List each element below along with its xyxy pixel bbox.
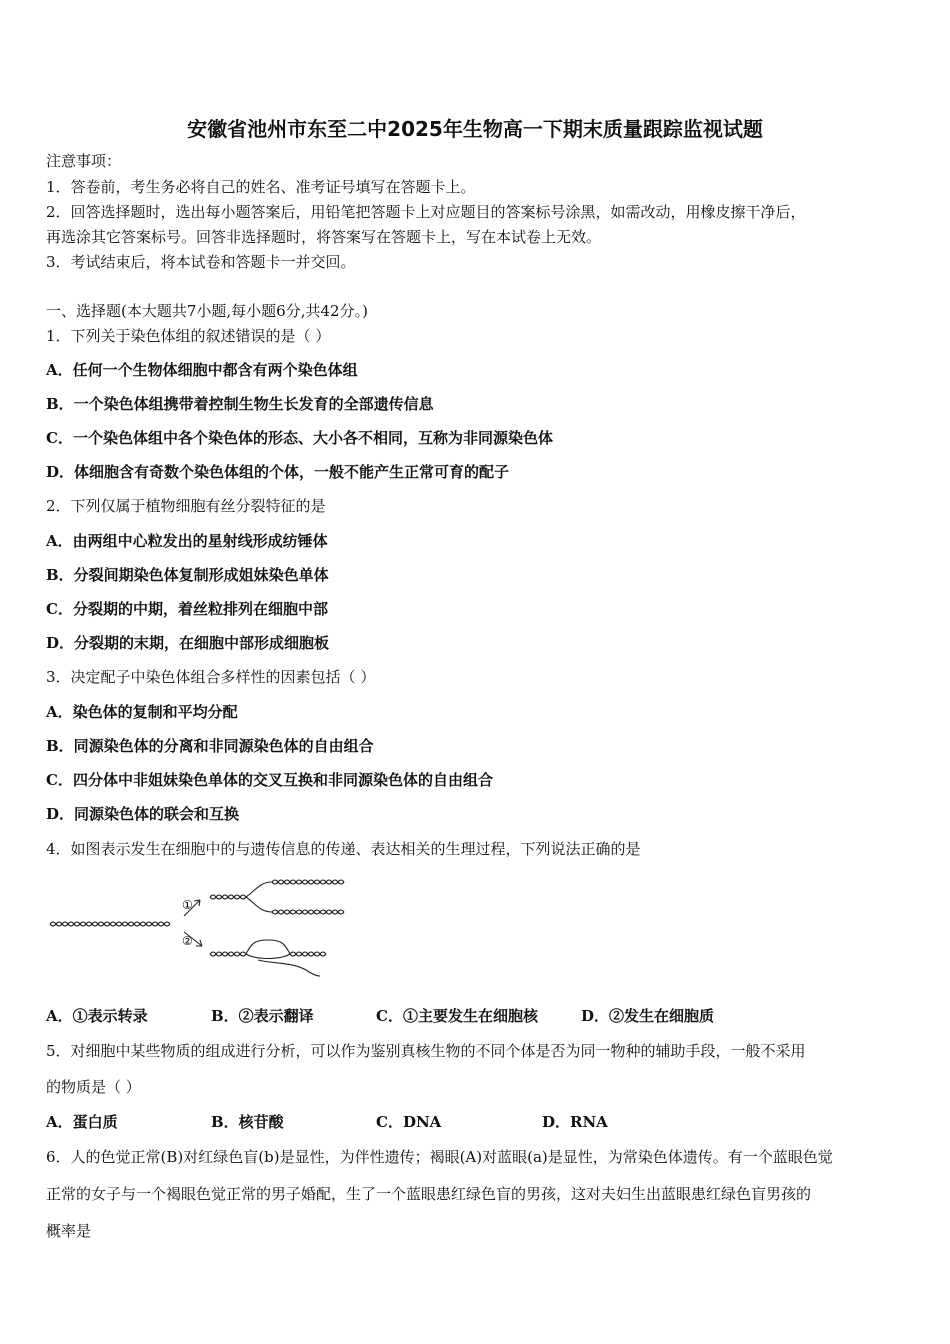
option-d: D．②发生在细胞质 (581, 1007, 715, 1025)
question-stem: 概率是 (46, 1222, 92, 1240)
parent-helix-strand (50, 922, 170, 926)
option-d: D．体细胞含有奇数个染色体组的个体，一般不能产生正常可育的配子 (46, 463, 510, 481)
notice-item: 3．考试结束后，将本试卷和答题卡一并交回。 (46, 253, 356, 271)
page-title: 安徽省池州市东至二中2025年生物高一下期末质量跟踪监视试题 (187, 117, 763, 141)
option-c: C．四分体中非姐妹染色单体的交叉互换和非同源染色体的自由组合 (46, 771, 493, 789)
option-c: C．DNA (376, 1113, 442, 1131)
replication-fork-upper (246, 882, 272, 897)
question-stem: 2．下列仅属于植物细胞有丝分裂特征的是 (46, 497, 326, 515)
option-a: A．由两组中心粒发出的星射线形成纺锤体 (46, 532, 328, 550)
option-c: C．分裂期的中期，着丝粒排列在细胞中部 (46, 600, 328, 618)
option-b: B．一个染色体组携带着控制生物生长发育的全部遗传信息 (46, 395, 434, 413)
replication-fork-lower (246, 897, 272, 912)
question-stem: 的物质是（ ） (46, 1078, 141, 1096)
option-a: A．任何一个生物体细胞中都含有两个染色体组 (46, 361, 358, 379)
question-stem: 3．决定配子中染色体组合多样性的因素包括（ ） (46, 668, 376, 686)
question-stem: 正常的女子与一个褐眼色觉正常的男子婚配，生了一个蓝眼患红绿色盲的男孩，这对夫妇生出蓝眼患红绿色盲男孩的 (46, 1185, 812, 1203)
option-a: A．蛋白质 (46, 1113, 118, 1131)
rna-strand (258, 960, 320, 976)
notice-heading: 注意事项： (46, 152, 122, 170)
figure-label-2: ② (182, 934, 193, 948)
section-heading: 一、选择题(本大题共7小题,每小题6分,共42分。) (46, 302, 368, 320)
question-stem: 1．下列关于染色体组的叙述错误的是（ ） (46, 327, 331, 345)
transcription-bubble-top (246, 940, 290, 954)
notice-item: 再选涂其它答案标号。回答非选择题时，将答案写在答题卡上，写在本试卷上无效。 (46, 228, 602, 246)
option-b: B．核苷酸 (211, 1113, 284, 1131)
option-d: D．RNA (542, 1113, 608, 1131)
transcription-bubble-bottom (246, 954, 290, 959)
option-b: B．②表示翻译 (211, 1007, 314, 1025)
option-d: D．分裂期的末期，在细胞中部形成细胞板 (46, 634, 330, 652)
dna-process-figure (46, 872, 346, 982)
option-d: D．同源染色体的联会和互换 (46, 805, 240, 823)
question-stem: 5．对细胞中某些物质的组成进行分析，可以作为鉴别真核生物的不同个体是否为同一物种的辅助手段，一般不采用 (46, 1042, 806, 1060)
question-stem: 4．如图表示发生在细胞中的与遗传信息的传递、表达相关的生理过程，下列说法正确的是 (46, 840, 641, 858)
option-b: B．分裂间期染色体复制形成姐妹染色单体 (46, 566, 329, 584)
option-b: B．同源染色体的分离和非同源染色体的自由组合 (46, 737, 374, 755)
question-stem: 6．人的色觉正常(B)对红绿色盲(b)是显性，为伴性遗传；褐眼(A)对蓝眼(a)是显性，为常染色体遗传。有一个蓝眼色觉 (46, 1148, 833, 1166)
option-c: C．①主要发生在细胞核 (376, 1007, 538, 1025)
notice-item: 1．答卷前，考生务必将自己的姓名、准考证号填写在答题卡上。 (46, 178, 476, 196)
notice-item: 2．回答选择题时，选出每小题答案后，用铅笔把答题卡上对应题目的答案标号涂黑，如需改动，用橡皮擦干净后， (46, 203, 806, 221)
option-a: A．①表示转录 (46, 1007, 148, 1025)
figure-label-1: ① (182, 898, 193, 912)
option-c: C．一个染色体组中各个染色体的形态、大小各不相同，互称为非同源染色体 (46, 429, 553, 447)
option-a: A．染色体的复制和平均分配 (46, 703, 238, 721)
